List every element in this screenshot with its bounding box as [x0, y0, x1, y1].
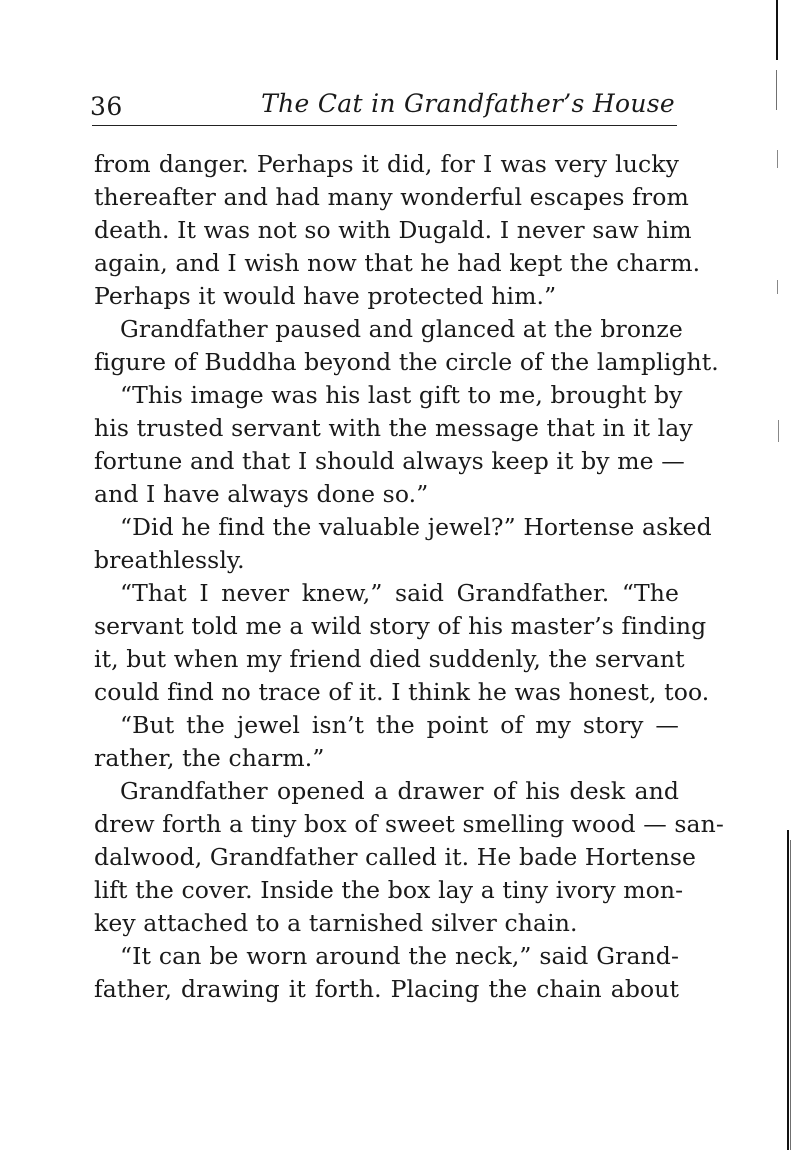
scan-edge-line: [776, 70, 777, 110]
text-line: breathlessly.: [94, 546, 245, 574]
text-line: could find no trace of it. I think he was honest, too.: [94, 678, 710, 706]
text-line: his trusted servant with the message that in it lay: [94, 414, 693, 442]
text-line: drew forth a tiny box of sweet smelling wood — san-: [94, 810, 724, 838]
text-line: father, drawing it forth. Placing the chain about: [94, 975, 679, 1003]
text-line: dalwood, Grandfather called it. He bade Hortense: [94, 843, 697, 871]
text-line: “This image was his last gift to me, brought by: [120, 381, 683, 409]
text-line: “That I never knew,” said Grandfather. “The: [120, 579, 679, 607]
text-line: Grandfather opened a drawer of his desk and: [120, 777, 679, 805]
scan-edge-line: [777, 150, 778, 168]
text-line: “It can be worn around the neck,” said Grand-: [120, 942, 679, 970]
body-text: [94, 148, 724, 1006]
text-line: Perhaps it would have protected him.”: [94, 282, 557, 310]
text-line: lift the cover. Inside the box lay a tiny ivory mon-: [94, 876, 684, 904]
text-line: from danger. Perhaps it did, for I was very lucky: [94, 150, 679, 178]
text-line: again, and I wish now that he had kept the charm.: [94, 249, 701, 277]
text-line: key attached to a tarnished silver chain.: [94, 909, 578, 937]
text-line: servant told me a wild story of his master’s finding: [94, 612, 707, 640]
scan-edge-line: [790, 840, 791, 1150]
text-line: fortune and that I should always keep it by me —: [94, 447, 685, 475]
scan-edge-line: [777, 280, 778, 294]
text-line: death. It was not so with Dugald. I never saw him: [94, 216, 692, 244]
scan-edge-line: [778, 420, 779, 442]
header-rule: [92, 125, 677, 126]
text-line: figure of Buddha beyond the circle of the lamplight.: [94, 348, 719, 376]
text-line: “Did he find the valuable jewel?” Hortense asked: [120, 513, 712, 541]
text-line: Grandfather paused and glanced at the bronze: [120, 315, 683, 343]
running-head: The Cat in Grandfather’s House: [261, 89, 675, 118]
text-line: “But the jewel isn’t the point of my story —: [120, 711, 679, 739]
text-line: it, but when my friend died suddenly, the servant: [94, 645, 685, 673]
scan-edge-line: [776, 0, 778, 60]
text-line: thereafter and had many wonderful escapes from: [94, 183, 689, 211]
scan-edge-line: [787, 830, 789, 1150]
text-line: and I have always done so.”: [94, 480, 429, 508]
page-number: 36: [90, 92, 123, 121]
text-line: rather, the charm.”: [94, 744, 325, 772]
